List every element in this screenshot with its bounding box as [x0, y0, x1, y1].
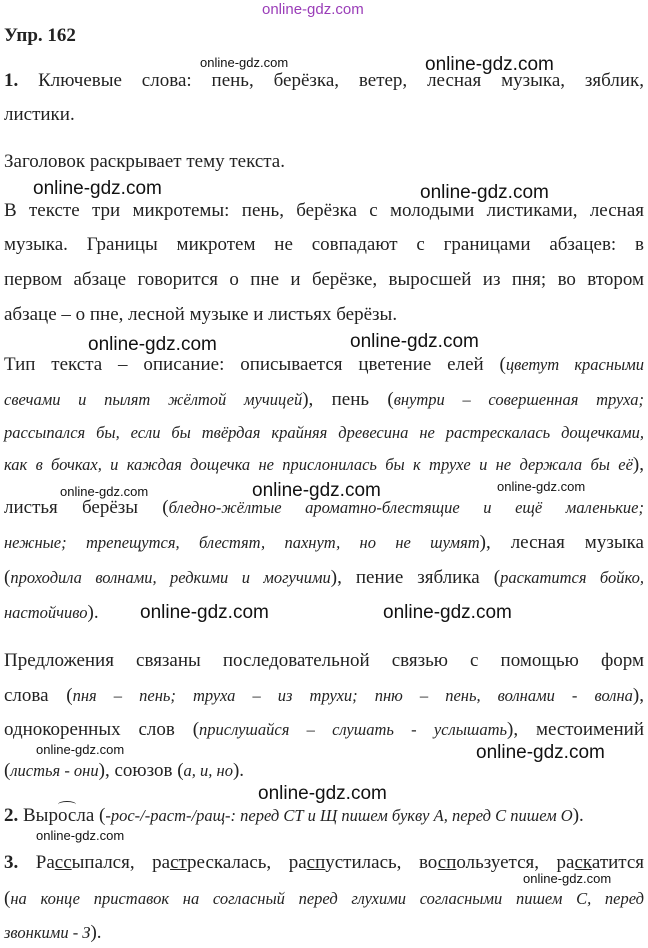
text: Ключевые слова: пень, берёзка, ветер, лесная музыка, зяблик, — [18, 70, 644, 91]
example: пня – пень; труха – из трухи; пню – пень, волнами - волна — [72, 686, 633, 705]
text: первом абзаце говорится о пне и берёзке, выросшей из пня; во втором — [4, 269, 644, 290]
text: ), — [632, 685, 644, 706]
exercise-title: Упр. 162 — [4, 25, 76, 46]
example: листья - они — [10, 761, 99, 780]
watermark: online-gdz.com — [350, 331, 479, 352]
paragraph-microthemes — [4, 265, 644, 295]
watermark: online-gdz.com — [497, 479, 586, 494]
text: ( — [4, 567, 11, 588]
rule: звонкими - З — [4, 923, 91, 942]
paragraph-type — [4, 563, 644, 593]
watermark: online-gdz.com — [33, 178, 162, 199]
example: нежные; трепещутся, блестят, пахнут, но не шумят — [4, 533, 480, 552]
text: ), — [632, 454, 644, 475]
text: музыка. Границы микротем не совпадают с границами абзацев: в — [4, 234, 644, 255]
example: проходила волнами, редкими и могучими — [10, 568, 331, 587]
highlight: сп — [437, 852, 457, 873]
paragraph-links — [4, 715, 644, 745]
text: слова ( — [4, 685, 73, 706]
example: прислушайся – слушать - услышать — [199, 720, 507, 739]
text: Ра — [18, 852, 55, 873]
paragraph-type — [4, 385, 644, 415]
paragraph-prefixes — [4, 918, 644, 948]
watermark: online-gdz.com — [425, 54, 554, 75]
paragraph-title-note — [4, 147, 644, 177]
text: ( — [4, 888, 11, 909]
item-number: 2. — [4, 805, 19, 826]
watermark: online-gdz.com — [383, 602, 512, 623]
example: а, и, но — [183, 761, 233, 780]
text: ). — [572, 805, 584, 826]
text: ), пение зяблика ( — [330, 567, 501, 588]
watermark: online-gdz.com — [258, 783, 387, 804]
example: как в бочках, и каждая дощечка не прислонилась бы к трухе и не держала бы её — [4, 455, 633, 474]
paragraph-keywords — [4, 66, 644, 96]
watermark: online-gdz.com — [60, 484, 149, 499]
paragraph-prefixes — [4, 884, 644, 914]
paragraph-microthemes — [4, 196, 644, 226]
highlight: ст — [170, 852, 188, 873]
paragraph-root — [4, 801, 644, 831]
text: ). — [232, 760, 245, 781]
word-root: ос — [57, 805, 77, 826]
text: Предложения связаны последовательной связью с помощью форм — [4, 650, 644, 671]
watermark: online-gdz.com — [420, 182, 549, 203]
text: однокоренных слов ( — [4, 719, 200, 740]
text: Тип текста – описание: описывается цветение елей ( — [4, 354, 506, 375]
text: ыпался, ра — [71, 852, 171, 873]
text: ). — [90, 922, 102, 943]
example: раскатится бойко, — [500, 568, 644, 587]
paragraph-type — [4, 450, 644, 480]
text: ользуется, ра — [456, 852, 575, 873]
text: атится — [591, 852, 644, 873]
watermark: online-gdz.com — [36, 828, 125, 843]
highlight: сс — [54, 852, 72, 873]
watermark: online-gdz.com — [262, 1, 364, 18]
item-number: 3. — [4, 852, 19, 873]
paragraph-keywords-cont — [4, 100, 644, 130]
text: ), местоимений — [507, 719, 644, 740]
text: ), лесная музыка — [479, 532, 644, 553]
text: ( — [4, 760, 11, 781]
paragraph-type — [4, 418, 644, 448]
watermark: online-gdz.com — [36, 742, 125, 757]
highlight: сп — [306, 852, 326, 873]
example: бледно-жёлтые ароматно-блестящие и ещё маленькие; — [168, 498, 645, 517]
rule: на конце приставок на согласный перед глухими согласными пишем С, перед — [10, 889, 644, 908]
text: листья берёзы ( — [4, 497, 169, 518]
paragraph-links — [4, 756, 644, 786]
text: рескалась, ра — [187, 852, 307, 873]
watermark: online-gdz.com — [523, 871, 612, 886]
example: внутри – совершенная труха; — [393, 390, 644, 409]
item-number: 1. — [4, 70, 19, 91]
highlight: ск — [574, 852, 592, 873]
text: ), пень ( — [302, 389, 394, 410]
text: ). — [87, 602, 99, 623]
text: Заголовок раскрывает тему текста. — [4, 151, 285, 172]
paragraph-type — [4, 493, 644, 523]
paragraph-microthemes — [4, 300, 644, 330]
watermark: online-gdz.com — [140, 602, 269, 623]
text: листики. — [4, 104, 75, 125]
paragraph-type — [4, 598, 644, 628]
watermark: online-gdz.com — [476, 742, 605, 763]
watermark: online-gdz.com — [88, 334, 217, 355]
example: цветут красными — [505, 355, 644, 374]
paragraph-links — [4, 681, 644, 711]
rule: -рос-/-раст-/ращ-: перед СТ и Щ пишем букву А, перед С пишем О — [105, 806, 573, 825]
text: устилась, во — [325, 852, 438, 873]
example: настойчиво — [4, 603, 88, 622]
paragraph-microthemes — [4, 230, 644, 260]
paragraph-type — [4, 350, 644, 380]
paragraph-links — [4, 646, 644, 676]
text: Выр — [18, 805, 58, 826]
example: рассыпался бы, если бы твёрдая крайняя древесина не растрескалась дощечками, — [4, 423, 644, 442]
watermark: online-gdz.com — [200, 55, 289, 70]
text: В тексте три микротемы: пень, берёзка с молодыми листиками, лесная — [4, 200, 644, 221]
paragraph-type — [4, 528, 644, 558]
text: ла ( — [76, 805, 106, 826]
text: абзаце – о пне, лесной музыке и листьях берёзы. — [4, 304, 398, 325]
example: свечами и пылят жёлтой мучицей — [4, 390, 303, 409]
text: ), союзов ( — [98, 760, 184, 781]
watermark: online-gdz.com — [252, 480, 381, 501]
